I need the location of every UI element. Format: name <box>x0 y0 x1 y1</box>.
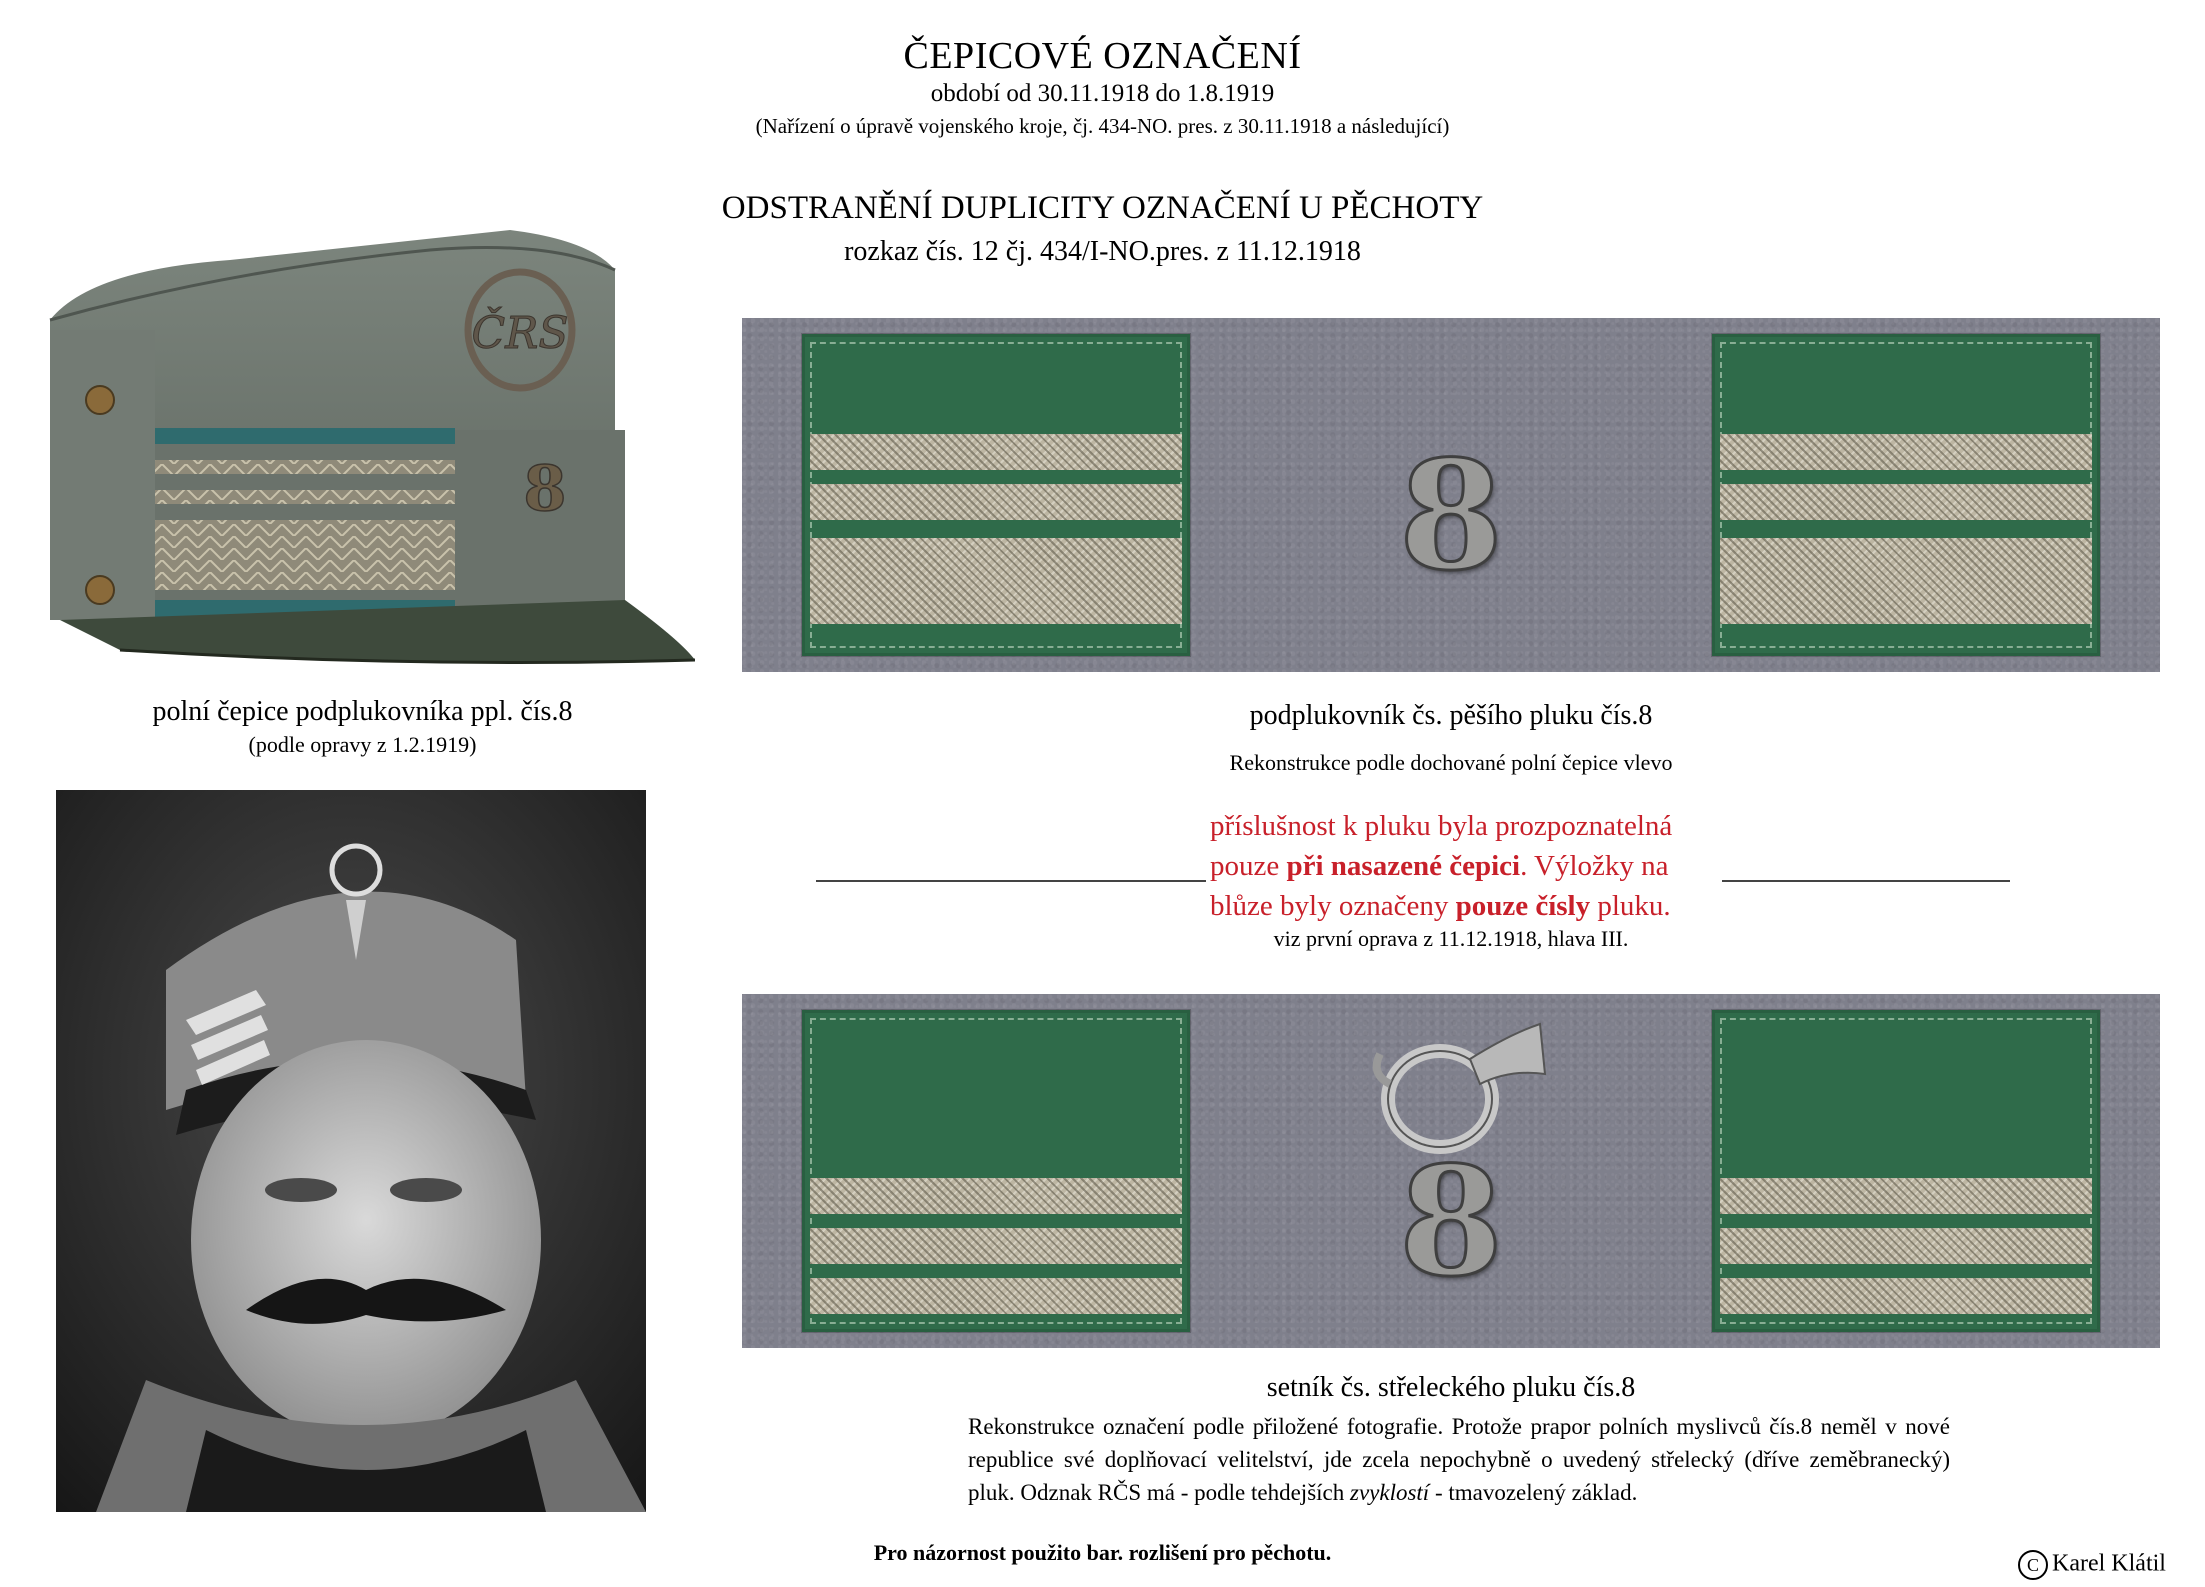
note-text: pluku. <box>1590 890 1671 922</box>
rank-braid-stripe <box>1720 434 2092 470</box>
cap-photo <box>30 200 695 680</box>
description-text: - tmavozelený základ. <box>1429 1480 1638 1505</box>
rank-braid-stripe <box>810 1178 1182 1214</box>
section-title: ODSTRANĚNÍ DUPLICITY OZNAČENÍ U PĚCHOTY <box>721 190 1484 226</box>
rank-braid-stripe <box>1720 484 2092 520</box>
rank-braid-wide <box>810 538 1182 624</box>
cap-badge-monogram: ČRS <box>471 308 569 359</box>
note-emphasis: pouze čísly <box>1455 890 1591 922</box>
footer-note: Pro názornost použito bar. rozlišení pro pěchotu. <box>873 1540 1332 1565</box>
description-emphasis: zvyklostí <box>1350 1480 1430 1505</box>
collar-tab-left <box>802 334 1190 656</box>
description-text: Rekonstrukce označení podle přiložené fotografie. Protože prapor polních myslivců čís.8 neměl v nové republice své doplňovací velitelství, jde zcela nepochybně o uvedený střelecký (dříve zeměbranecký) pluk. Odznak RČS má - podle tehdejších <box>968 1414 1950 1505</box>
panel2-description <box>968 1410 1950 1509</box>
copyright-icon: C <box>2018 1550 2048 1580</box>
reference-note: viz první oprava z 11.12.1918, hlava III. <box>1273 926 1629 951</box>
page-title: ČEPICOVÉ OZNAČENÍ <box>903 35 1302 77</box>
divider-left <box>816 880 1206 882</box>
rank-braid-stripe <box>810 1228 1182 1264</box>
portrait-photo <box>56 790 646 1512</box>
cap-badge-number: 8 <box>523 452 567 525</box>
cap-caption: polní čepice podplukovníka ppl. čís.8 <box>152 696 573 727</box>
cap-subcaption: (podle opravy z 1.2.1919) <box>248 732 477 757</box>
panel2-caption: setník čs. střeleckého pluku čís.8 <box>1266 1372 1636 1403</box>
note-emphasis: při nasazené čepici <box>1286 850 1521 882</box>
divider-right <box>1722 880 2010 882</box>
insignia-panel-lieutenant-colonel <box>742 318 2160 672</box>
panel1-note: Rekonstrukce podle dochované polní čepice vlevo <box>1229 750 1673 775</box>
copyright <box>2018 1550 2166 1580</box>
collar-tab-right <box>1712 334 2100 656</box>
insignia-panel-captain <box>742 994 2160 1348</box>
order-text: rozkaz čís. 12 čj. 434/I-NO.pres. z 11.12.1918 <box>844 236 1361 267</box>
regiment-number: 8 <box>1398 428 1504 604</box>
regiment-identification-note <box>1210 806 1730 926</box>
collar-tab-left <box>802 1010 1190 1332</box>
author-name: Karel Klátil <box>2052 1550 2166 1577</box>
regiment-number: 8 <box>1398 1134 1504 1310</box>
rank-braid-stripe <box>1720 1278 2092 1314</box>
rank-braid-stripe <box>810 484 1182 520</box>
note-text: příslušnost k pluku byla prozpoznatelná pouze <box>1210 810 1673 882</box>
collar-tab-right <box>1712 1010 2100 1332</box>
period-text: období od 30.11.1918 do 1.8.1919 <box>930 80 1275 107</box>
rank-braid-stripe <box>810 434 1182 470</box>
rank-braid-wide <box>1720 538 2092 624</box>
rank-braid-stripe <box>810 1278 1182 1314</box>
rank-braid-stripe <box>1720 1228 2092 1264</box>
note-text: . Výložky na blůze byly označeny <box>1210 850 1669 922</box>
decree-text: (Nařízení o úpravě vojenského kroje, čj. 434-NO. pres. z 30.11.1918 a následující) <box>755 114 1450 138</box>
rank-braid-stripe <box>1720 1178 2092 1214</box>
panel1-caption: podplukovník čs. pěšího pluku čís.8 <box>1249 700 1653 731</box>
